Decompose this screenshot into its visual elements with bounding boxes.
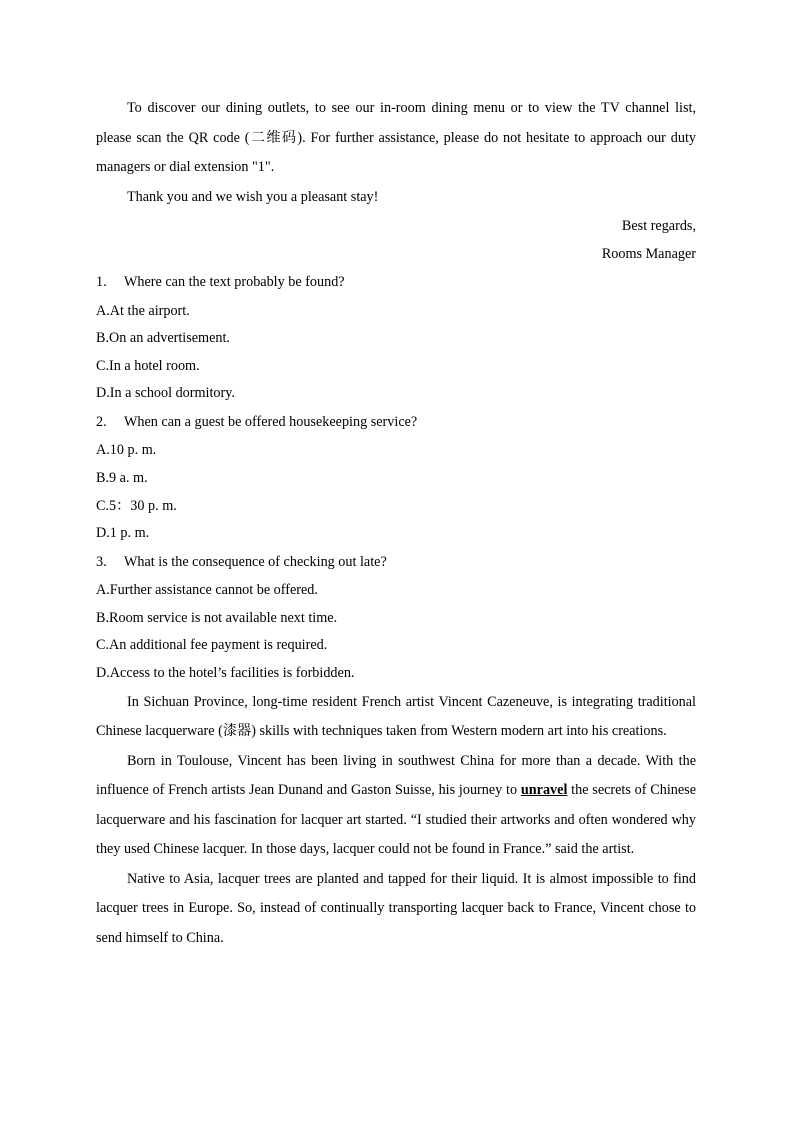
question-3 (96, 548, 696, 688)
option-a: A.10 p. m. (96, 442, 157, 459)
question-stem (96, 548, 696, 578)
question-text: Where can the text probably be found? (124, 274, 345, 290)
article-paragraph-2-start: Born in Toulouse, Vincent has been living in southwest China for more than a decade. With the influence of French artists Jean Dunand and Gaston Suisse, his journey to (96, 752, 696, 799)
question-text: What is the consequence of checking out late? (124, 553, 387, 570)
option-b: B.9 a. m. (96, 469, 148, 486)
question-2 (96, 408, 696, 548)
option-c: C.5：30 p. m. (96, 497, 177, 514)
option-b: B.Room service is not available next time. (96, 609, 338, 626)
article-paragraph-1: In Sichuan Province, long-time resident French artist Vincent Cazeneuve, is integrating traditional Chinese lacquerware (漆器) skills with techniques taken from Western modern art into his creations. (96, 693, 696, 740)
question-1 (96, 268, 696, 408)
option-d: D.Access to the hotel’s facilities is forbidden. (96, 665, 355, 682)
signature: Rooms Manager (601, 246, 696, 262)
option-d: D.1 p. m. (96, 525, 150, 542)
option-b: B.On an advertisement. (96, 330, 230, 347)
keyword-unravel: unravel (520, 782, 568, 799)
option-c: C.In a hotel room. (96, 357, 200, 374)
article-paragraph-2-end: the secrets of Chinese lacquerware and his fascination for lacquer art started. “I studied their artworks and often wondered why they used Chinese lacquer. In those days, lacquer could not be found in France.” said the artist. (96, 782, 696, 858)
question-number: 1. (96, 274, 107, 290)
option-d: D.In a school dormitory. (96, 385, 235, 402)
question-number: 3. (96, 553, 107, 570)
article-paragraph-3: Native to Asia, lacquer trees are planted and tapped for their liquid. It is almost impossible to find lacquer trees in Europe. So, instead of continually transporting lacquer back to France, Vincent chose to send himself to China. (96, 870, 696, 946)
signoff: Best regards, (621, 218, 696, 234)
notice-paragraph-2: Thank you and we wish you a pleasant stay! (127, 188, 379, 205)
question-number: 2. (96, 413, 107, 430)
question-stem (96, 268, 696, 298)
article-paragraph-2 (96, 747, 696, 865)
option-c: C.An additional fee payment is required. (96, 637, 328, 654)
question-stem (96, 408, 696, 438)
option-a: A.At the airport. (96, 302, 190, 319)
question-text: When can a guest be offered housekeeping service? (124, 413, 418, 430)
document-body (96, 94, 696, 953)
notice-paragraph-1: To discover our dining outlets, to see our in-room dining menu or to view the TV channel list, please scan the QR code (二维码). For further assistance, please do not hesitate to approach our duty managers or dial extension "1". (96, 100, 696, 175)
option-a: A.Further assistance cannot be offered. (96, 582, 318, 599)
